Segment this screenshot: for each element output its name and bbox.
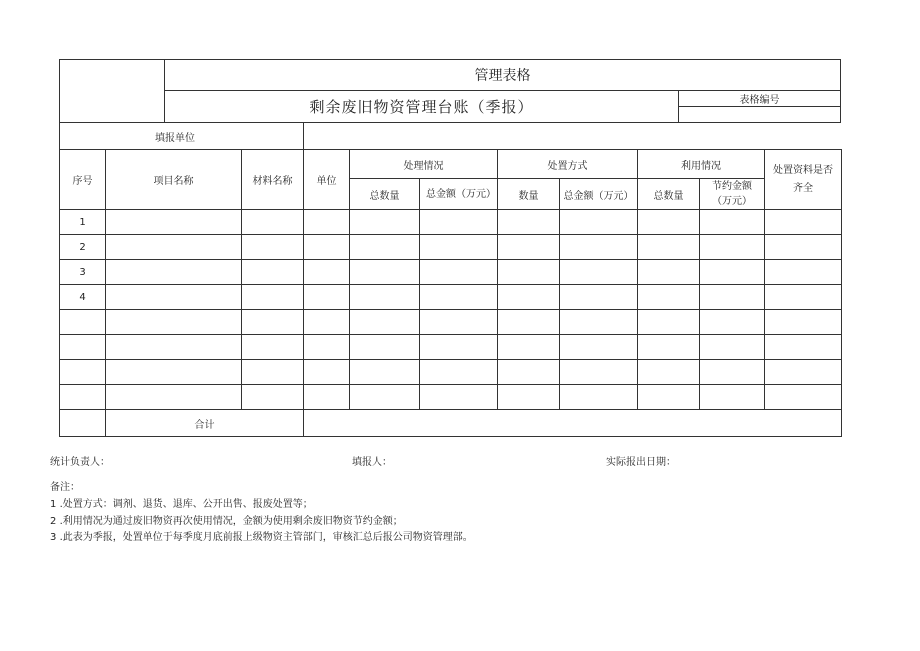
data-cell[interactable] [420, 260, 498, 285]
report-date-label: 实际报出日期： [606, 457, 676, 468]
data-cell[interactable] [700, 210, 765, 235]
data-cell[interactable] [638, 335, 700, 360]
row-seq[interactable] [60, 335, 106, 360]
col-treatment-qty: 总数量 [350, 179, 420, 210]
data-cell[interactable] [350, 285, 420, 310]
data-cell[interactable] [498, 235, 560, 260]
data-cell[interactable] [700, 285, 765, 310]
data-cell[interactable] [638, 260, 700, 285]
data-cell[interactable] [304, 285, 350, 310]
data-cell[interactable] [560, 360, 638, 385]
data-cell[interactable] [420, 235, 498, 260]
note-item [50, 528, 473, 543]
col-material-name: 材料名称 [242, 150, 304, 210]
col-usage-qty: 总数量 [638, 179, 700, 210]
data-cell[interactable] [242, 335, 304, 360]
form-code-label: 表格编号 [678, 90, 841, 107]
data-cell[interactable] [304, 335, 350, 360]
col-treatment-amount: 总金额（万元） [420, 179, 498, 210]
data-cell[interactable] [560, 285, 638, 310]
data-cell[interactable] [560, 310, 638, 335]
table-row [60, 260, 842, 285]
table-row [60, 310, 842, 335]
col-seq: 序号 [60, 150, 106, 210]
data-cell[interactable] [242, 310, 304, 335]
data-cell[interactable] [304, 260, 350, 285]
data-cell[interactable] [242, 260, 304, 285]
row-seq[interactable]: 2 [60, 235, 106, 260]
data-cell[interactable] [350, 360, 420, 385]
col-disposal-qty: 数量 [498, 179, 560, 210]
data-cell[interactable] [700, 360, 765, 385]
row-seq[interactable] [60, 360, 106, 385]
data-cell[interactable] [304, 360, 350, 385]
note-text: .此表为季报，处置单位于每季度月底前报上级物资主管部门，审核汇总后报公司物资管理部。 [59, 532, 473, 543]
data-cell[interactable] [106, 235, 242, 260]
col-treatment: 处理情况 [350, 150, 498, 179]
data-cell[interactable] [106, 360, 242, 385]
data-cell[interactable] [700, 335, 765, 360]
data-cell[interactable] [350, 310, 420, 335]
data-cell[interactable] [560, 235, 638, 260]
data-cell[interactable] [498, 335, 560, 360]
data-cell[interactable] [242, 235, 304, 260]
data-cell[interactable] [700, 260, 765, 285]
data-cell[interactable] [420, 210, 498, 235]
total-blank [60, 410, 106, 437]
data-cell[interactable] [304, 210, 350, 235]
data-cell[interactable] [560, 260, 638, 285]
reporter-label: 填报人： [352, 457, 392, 468]
data-cell[interactable] [242, 285, 304, 310]
data-cell[interactable] [106, 285, 242, 310]
row-seq[interactable]: 3 [60, 260, 106, 285]
data-cell[interactable] [638, 285, 700, 310]
data-cell[interactable] [304, 385, 350, 410]
row-seq[interactable]: 4 [60, 285, 106, 310]
data-cell[interactable] [106, 260, 242, 285]
data-cell[interactable] [420, 360, 498, 385]
data-cell[interactable] [560, 210, 638, 235]
data-cell[interactable] [106, 310, 242, 335]
table-row [60, 385, 842, 410]
data-cell[interactable] [638, 385, 700, 410]
data-cell[interactable] [420, 385, 498, 410]
total-label: 合计 [106, 410, 304, 437]
form-code-value[interactable] [678, 106, 841, 123]
data-cell[interactable] [420, 285, 498, 310]
table-row [60, 235, 842, 260]
data-cell[interactable] [304, 310, 350, 335]
data-cell[interactable] [765, 360, 842, 385]
table-row [60, 335, 842, 360]
table-row [60, 210, 842, 235]
unit-value[interactable] [304, 123, 842, 150]
data-cell[interactable] [765, 385, 842, 410]
data-cell[interactable] [765, 310, 842, 335]
table-body [60, 210, 842, 410]
col-complete: 处置资料是否齐全 [765, 150, 842, 210]
data-cell[interactable] [765, 335, 842, 360]
data-cell[interactable] [498, 285, 560, 310]
data-cell[interactable] [350, 335, 420, 360]
header-row-1 [60, 150, 842, 179]
note-num: 2 [50, 516, 57, 527]
col-usage-saving: 节约金额（万元） [700, 179, 765, 210]
data-cell[interactable] [242, 360, 304, 385]
data-cell[interactable] [498, 210, 560, 235]
data-cell[interactable] [106, 385, 242, 410]
logo-cell [59, 59, 165, 123]
data-cell[interactable] [765, 260, 842, 285]
col-usage: 利用情况 [638, 150, 765, 179]
data-cell[interactable] [638, 310, 700, 335]
note-item [50, 495, 313, 510]
data-cell[interactable] [638, 360, 700, 385]
col-disposal: 处置方式 [498, 150, 638, 179]
data-cell[interactable] [700, 235, 765, 260]
col-unit: 单位 [304, 150, 350, 210]
data-cell[interactable] [638, 210, 700, 235]
unit-label: 填报单位 [60, 123, 304, 150]
data-cell[interactable] [498, 260, 560, 285]
note-text: .处置方式：调剂、退货、退库、公开出售、报废处置等； [59, 499, 313, 510]
data-cell[interactable] [560, 385, 638, 410]
row-seq[interactable] [60, 310, 106, 335]
note-num: 3 [50, 532, 57, 543]
data-cell[interactable] [560, 335, 638, 360]
data-cell[interactable] [420, 335, 498, 360]
data-cell[interactable] [498, 310, 560, 335]
notes-title: 备注： [50, 482, 80, 493]
note-item [50, 512, 403, 527]
row-seq[interactable] [60, 385, 106, 410]
data-cell[interactable] [350, 210, 420, 235]
form-title: 剩余废旧物资管理台账（季报） [164, 90, 679, 123]
data-cell[interactable] [106, 335, 242, 360]
data-cell[interactable] [765, 235, 842, 260]
unit-row [60, 123, 842, 150]
top-title: 管理表格 [164, 59, 841, 91]
col-item-name: 项目名称 [106, 150, 242, 210]
row-seq[interactable]: 1 [60, 210, 106, 235]
data-cell[interactable] [765, 210, 842, 235]
data-cell[interactable] [765, 285, 842, 310]
form-header [59, 59, 841, 123]
data-cell[interactable] [498, 360, 560, 385]
table-row [60, 285, 842, 310]
stat-person-label: 统计负责人： [50, 457, 110, 468]
data-cell[interactable] [242, 210, 304, 235]
data-cell[interactable] [498, 385, 560, 410]
ledger-table [59, 122, 842, 437]
data-cell[interactable] [700, 385, 765, 410]
data-cell[interactable] [700, 310, 765, 335]
data-cell[interactable] [638, 235, 700, 260]
note-num: 1 [50, 499, 57, 510]
col-disposal-amount: 总金额（万元） [560, 179, 638, 210]
data-cell[interactable] [350, 260, 420, 285]
total-value[interactable] [304, 410, 842, 437]
data-cell[interactable] [350, 235, 420, 260]
data-cell[interactable] [420, 310, 498, 335]
total-row [60, 410, 842, 437]
data-cell[interactable] [304, 235, 350, 260]
table-row [60, 360, 842, 385]
data-cell[interactable] [106, 210, 242, 235]
note-text: .利用情况为通过废旧物资再次使用情况，金额为使用剩余废旧物资节约金额； [59, 516, 403, 527]
data-cell[interactable] [350, 385, 420, 410]
data-cell[interactable] [242, 385, 304, 410]
